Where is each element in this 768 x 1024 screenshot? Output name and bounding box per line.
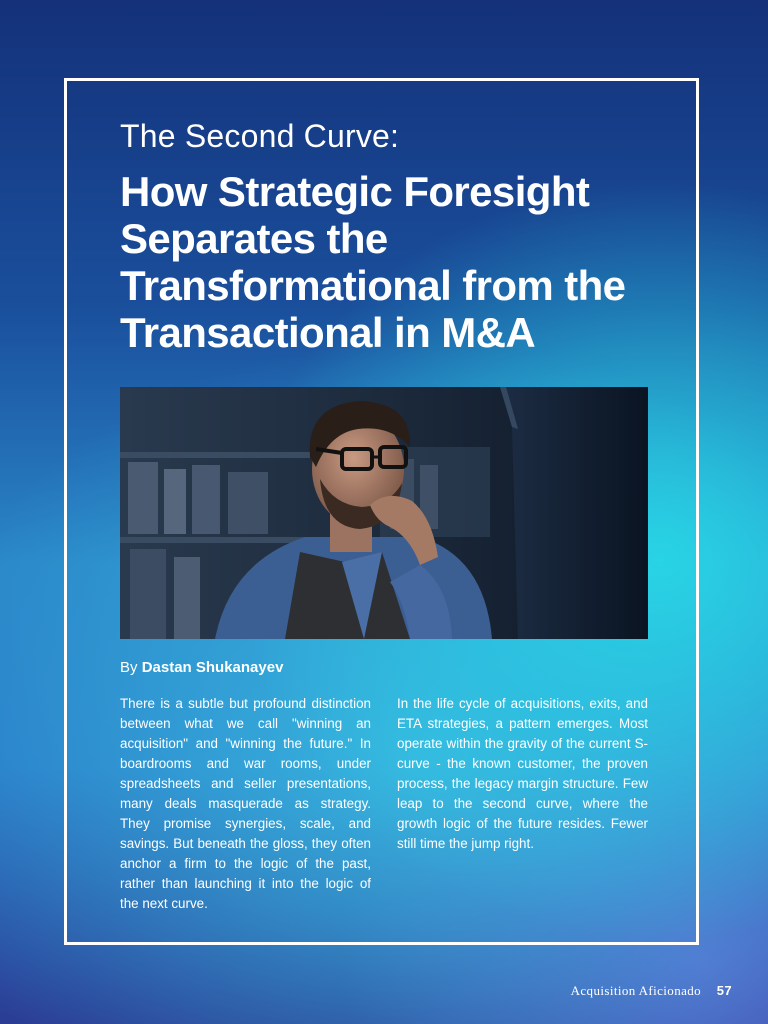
byline	[120, 659, 283, 676]
body-column-left: There is a subtle but profound distinction between what we call "winning an acquisition" and "winning the future." In boardrooms and war rooms, under spreadsheets and seller presentations, many deals masquerade as strategy. They promise synergies, scale, and savings. But beneath the gloss, they often anchor a firm to the logic of the past, rather than launching it into the logic of the next curve.	[120, 696, 371, 911]
byline-prefix: By	[120, 659, 138, 676]
article-headline: How Strategic Foresight Separates the Transformational from the Transactional in M&A	[120, 168, 626, 356]
article-kicker: The Second Curve:	[120, 118, 400, 154]
author-name: Dastan Shukanayev	[141, 659, 284, 676]
man-at-computer-illustration	[120, 387, 648, 639]
article-photo	[120, 387, 648, 639]
page-number: 57	[716, 983, 732, 998]
page-footer	[571, 983, 732, 999]
publication-name: Acquisition Aficionado	[570, 983, 702, 998]
body-column-right: In the life cycle of acquisitions, exits, and ETA strategies, a pattern emerges. Most operate within the gravity of the current S-curve - the known customer, the proven process, the legacy margin structure. Few leap to the second curve, where the growth logic of the future resides. Fewer still time the jump right.	[397, 696, 648, 851]
